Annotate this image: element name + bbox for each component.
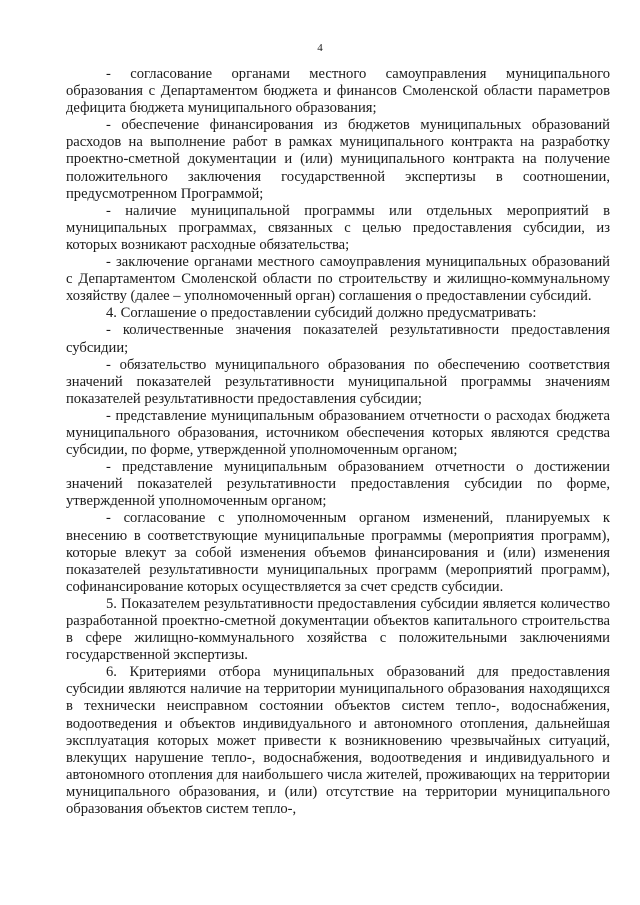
paragraph-budget-deficit-agreement: - согласование органами местного самоуправления муниципального образования с Департаментом бюджета и финансов Смоленской области параметров дефицита бюджета муниципального образования; — [66, 66, 610, 117]
page-number: 4 — [317, 42, 323, 54]
paragraph-municipal-program: - наличие муниципальной программы или отдельных мероприятий в муниципальных программах, связанных с целью предоставления субсидии, из которых возникают расходные обязательства; — [66, 202, 610, 253]
paragraph-indicator-compliance: - обязательство муниципального образования по обеспечению соответствия значений показателей результативности муниципальной программы значениям показателей результативности предоставления субсидии; — [66, 356, 610, 407]
paragraph-expense-reporting: - представление муниципальным образованием отчетности о расходах бюджета муниципального образования, источником обеспечения которых являются средства субсидии, по форме, утвержденной уполномоченным органом; — [66, 407, 610, 459]
paragraph-agreement-conclusion: - заключение органами местного самоуправления муниципальных образований с Департаментом Смоленской области по строительству и жилищно-коммунальному хозяйству (далее – уполномоченный орган) соглашения о предоставлении субсидий. — [66, 254, 610, 305]
document-body — [66, 66, 610, 818]
paragraph-financing-provision: - обеспечение финансирования из бюджетов муниципальных образований расходов на выполнение работ в рамках муниципального контракта на разработку проектно-сметной документации и (или) муниципального контракта на получение положительного заключения государственной экспертизы в соотношении, предусмотренном Программой; — [66, 117, 610, 202]
paragraph-indicator-values: - количественные значения показателей результативности предоставления субсидии; — [66, 322, 610, 356]
paragraph-program-changes: - согласование с уполномоченным органом изменений, планируемых к внесению в соответствующие муниципальные программы (мероприятия программ), которые влекут за собой изменения объемов финансирования и (или) изменения показателей результативности муниципальных программ (мероприятий программ), софинансирование которых осуществляется за счет средств субсидии. — [66, 510, 610, 595]
paragraph-achievement-reporting: - представление муниципальным образованием отчетности о достижении значений показателей результативности предоставления субсидии по форме, утвержденной уполномоченным органом; — [66, 459, 610, 510]
paragraph-section-6-criteria: 6. Критериями отбора муниципальных образований для предоставления субсидии являются наличие на территории муниципального образования находящихся в технически неисправном состоянии объектов систем тепло-, водоснабжения, водоотведения и объектов индивидуального и автономного отопления, дальнейшая эксплуатация которых может привести к возникновению чрезвычайных ситуаций, влекущих нарушение тепло-, водоснабжения, водоотведения и индивидуального и автономного отопления для наибольшего числа жителей, проживающих на территории муниципального образования, и (или) отсутствие на территории муниципального образования объектов систем тепло-, — [66, 664, 610, 818]
paragraph-section-4-heading: 4. Соглашение о предоставлении субсидий должно предусматривать: — [106, 305, 537, 322]
paragraph-section-5-indicator: 5. Показателем результативности предоставления субсидии является количество разработанной проектно-сметной документации объектов капитального строительства в сфере жилищно-коммунального хозяйства с положительными заключениями государственной экспертизы. — [66, 595, 610, 664]
